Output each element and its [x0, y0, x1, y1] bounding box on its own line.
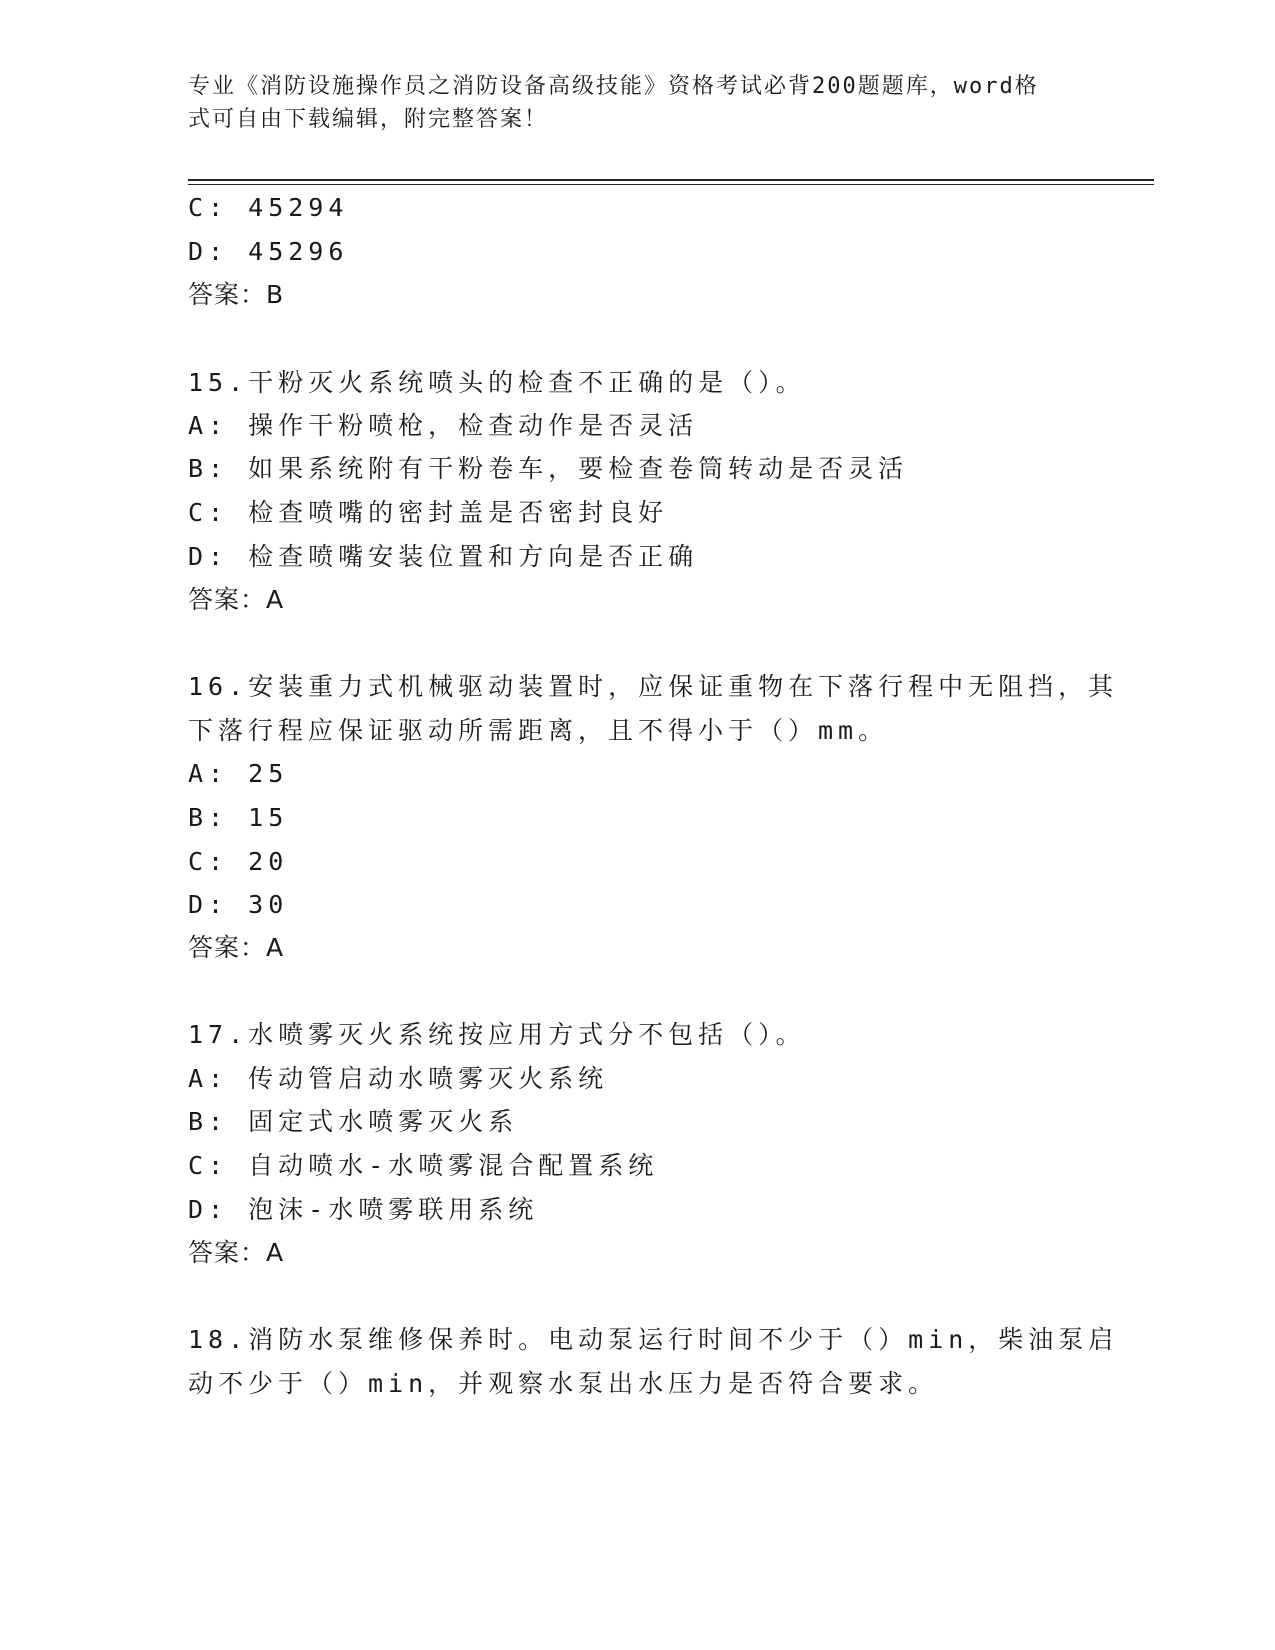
q16-option-c: C: 20 [188, 847, 289, 876]
header-line-1: 专业《消防设施操作员之消防设备高级技能》资格考试必背200题题库，word格 [188, 74, 1039, 99]
header-rule-thin [188, 184, 1154, 185]
q14-option-c: C: 45294 [188, 193, 349, 222]
q18-stem-line-2: 动不少于（）min，并观察水泵出水压力是否符合要求。 [188, 1369, 939, 1398]
q15-answer: 答案：A [188, 585, 285, 614]
document-header [188, 70, 1088, 136]
q15-option-b: B: 如果系统附有干粉卷车，要检查卷筒转动是否灵活 [188, 454, 909, 483]
q15-option-d: D: 检查喷嘴安装位置和方向是否正确 [188, 542, 699, 571]
q16-stem-line-1: 16.安装重力式机械驱动装置时，应保证重物在下落行程中无阻挡，其 [188, 672, 1119, 701]
q16-option-a: A: 25 [188, 759, 289, 788]
q17-option-a: A: 传动管启动水喷雾灭火系统 [188, 1064, 609, 1093]
q15-option-a: A: 操作干粉喷枪，检查动作是否灵活 [188, 411, 699, 440]
q15-option-c: C: 检查喷嘴的密封盖是否密封良好 [188, 498, 669, 527]
q16-option-d: D: 30 [188, 890, 289, 919]
q16-stem-line-2: 下落行程应保证驱动所需距离，且不得小于（）mm。 [188, 716, 889, 745]
header-rule-thick [188, 179, 1154, 181]
q15-stem: 15.干粉灭火系统喷头的检查不正确的是（）。 [188, 368, 806, 397]
q18-stem-line-1: 18.消防水泵维修保养时。电动泵运行时间不少于（）min，柴油泵启 [188, 1325, 1119, 1354]
q17-stem: 17.水喷雾灭火系统按应用方式分不包括（）。 [188, 1020, 806, 1049]
q14-answer: 答案：B [188, 280, 285, 309]
header-line-2: 式可自由下载编辑，附完整答案！ [188, 107, 549, 132]
q17-option-d: D: 泡沫-水喷雾联用系统 [188, 1195, 539, 1224]
q17-answer: 答案：A [188, 1238, 285, 1267]
q16-answer: 答案：A [188, 933, 285, 962]
q17-option-b: B: 固定式水喷雾灭火系 [188, 1107, 519, 1136]
q17-option-c: C: 自动喷水-水喷雾混合配置系统 [188, 1151, 659, 1180]
q16-option-b: B: 15 [188, 803, 289, 832]
q14-option-d: D: 45296 [188, 237, 349, 266]
